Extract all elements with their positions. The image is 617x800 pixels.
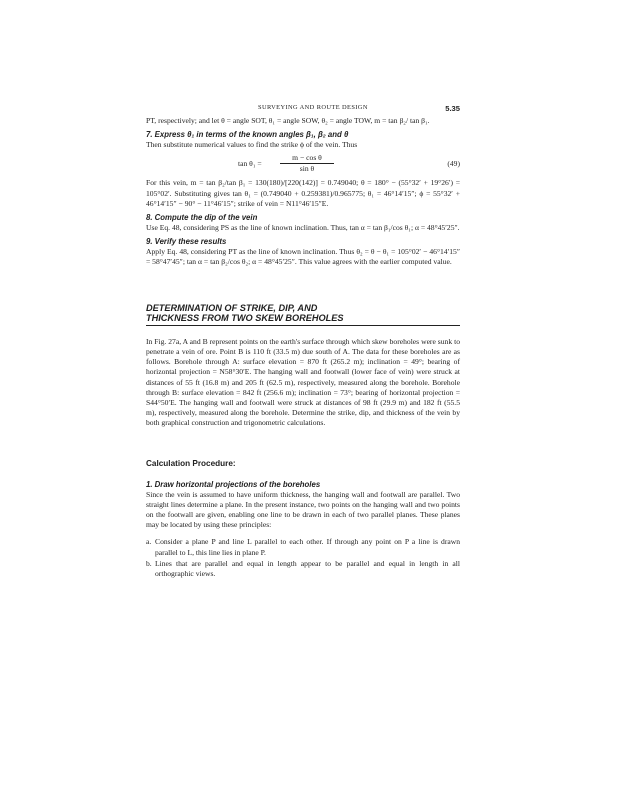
step-9-title: 9. Verify these results bbox=[146, 237, 227, 247]
page-header bbox=[146, 104, 460, 116]
equation-denominator: sin θ bbox=[299, 164, 315, 174]
calculation-procedure-heading: Calculation Procedure: bbox=[146, 458, 236, 468]
running-title: SURVEYING AND ROUTE DESIGN bbox=[258, 104, 368, 111]
equation-numerator: m − cos θ bbox=[280, 153, 334, 164]
step-8-title: 8. Compute the dip of the vein bbox=[146, 213, 258, 223]
section-heading-line-2: THICKNESS FROM TWO SKEW BOREHOLES bbox=[146, 313, 344, 324]
principles-list bbox=[146, 537, 460, 579]
section-heading bbox=[146, 303, 460, 324]
equation-fraction bbox=[280, 153, 334, 174]
calc-step-1-text: Since the vein is assumed to have uniform thickness, the hanging wall and footwall are parallel. Two straight lines determine a plane. In the present instance, two points on the hanging wall and two points on the footwall are given, enabling one line to be drawn in each of two parallel planes. These planes may be located by using these principles: bbox=[146, 489, 460, 530]
page-number: 5.35 bbox=[445, 104, 460, 113]
step-8-text: Use Eq. 48, considering PS as the line of known inclination. Thus, tan α = tan β₁/cos θ₁; α = 48°45′25″. bbox=[146, 223, 460, 233]
section-heading-line-1: DETERMINATION OF STRIKE, DIP, AND bbox=[146, 302, 318, 313]
calc-step-1-title: 1. Draw horizontal projections of the boreholes bbox=[146, 479, 321, 489]
step-7-text: Then substitute numerical values to find the strike ϕ of the vein. Thus bbox=[146, 140, 358, 150]
equation-49 bbox=[146, 153, 460, 175]
principle-text: Lines that are parallel and equal in length appear to be parallel and equal in length in all orthographic views. bbox=[155, 558, 460, 579]
step-7-title: 7. Express θ₁ in terms of the known angles β₁, β₂ and θ bbox=[146, 130, 349, 140]
principle-label: a. bbox=[146, 537, 152, 547]
principle-text: Consider a plane P and line L parallel to each other. If through any point on P a line is drawn parallel to L, this line lies in plane P. bbox=[155, 537, 460, 557]
principle-item bbox=[146, 559, 460, 579]
document-page bbox=[146, 104, 460, 580]
equation-substitution-paragraph: For this vein, m = tan β₂/tan β₁ = 130(180)/[220(142)] = 0.749040; θ = 180° − (55°32′ + 19°26′) = 105°02′. Substituting gives tan θ₁ = (0.749040 + 0.259381)/0.965775; θ₁ = 46°14′15″; ϕ = 55°32′ + 46°14′15″ − 90° − 11°46′15″; strike of vein = N11°46′15″E. bbox=[146, 178, 460, 208]
step-9-text: Apply Eq. 48, considering PT as the line of known inclination. Thus θ₂ = θ − θ₁ = 105°02′ − 46°14′15″ = 58°47′45″; tan α = tan β₂/cos θ₂; α = 48°45′25″. This value agrees with the earlier computed value. bbox=[146, 247, 460, 267]
principle-label: b. bbox=[146, 558, 152, 568]
section-intro-paragraph: In Fig. 27a, A and B represent points on the earth's surface through which skew boreholes were sunk to penetrate a vein of ore. Point B is 110 ft (33.5 m) due south of A. The data for these boreholes are as follows. Borehole through A: surface elevation = 870 ft (265.2 m); inclination = 49°; bearing of horizontal projection = N58°30′E. The hanging wall and footwall (lower face of vein) were struck at distances of 55 ft (16.8 m) and 205 ft (62.5 m), respectively, measured along the borehole. Borehole through B: surface elevation = 842 ft (256.6 m); inclination = 73°; bearing of horizontal projection = S44°50′E. The hanging wall and footwall were struck at distances of 98 ft (29.9 m) and 182 ft (55.5 m), respectively, measured along the borehole. Determine the strike, dip, and thickness of the vein by both graphical construction and trigonometric calculations. bbox=[146, 336, 460, 428]
principle-item bbox=[146, 537, 460, 557]
continuation-paragraph: PT, respectively; and let θ = angle SOT, θ₁ = angle SOW, θ₂ = angle TOW, m = tan β₂/ tan β₁. bbox=[146, 116, 430, 125]
equation-number: (49) bbox=[447, 159, 460, 169]
equation-lhs: tan θ₁ = bbox=[238, 159, 262, 169]
section-rule bbox=[146, 325, 460, 326]
